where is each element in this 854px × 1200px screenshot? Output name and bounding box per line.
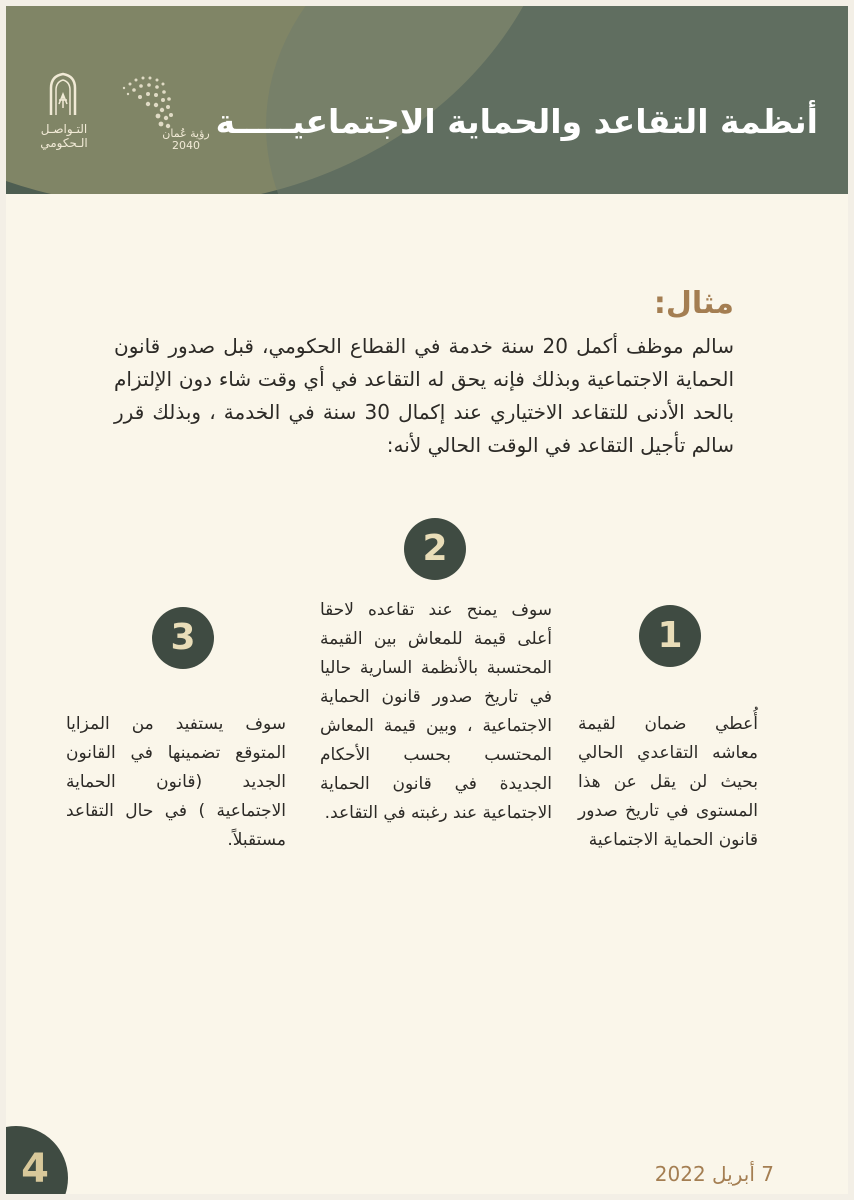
page-number: 4 [21,1146,49,1192]
example-heading: مثال: [653,286,734,321]
gov-logo-line-1: التـواصـل [40,122,88,136]
gov-logo-line-2: الـحكومي [40,136,88,150]
vision-logo-line-2: 2040 [172,139,200,152]
point-3-text: سوف يستفيد من المزايا المتوقع تضمينها في القانون الجديد (قانون الحماية الاجتماعية ) في حال التقاعد مستقبلاً. [66,714,286,850]
point-2-number-badge: 2 [404,518,466,580]
gov-communication-logo [34,72,94,156]
point-1-text: أُعطي ضمان لقيمة معاشه التقاعدي الحالي بحيث لن يقل عن هذا المستوى في تاريخ صدور قانون الحماية الاجتماعية [578,714,758,850]
vision-logo-line-1: رؤية عُمان [162,127,210,140]
point-2-text: سوف يمنح عند تقاعده لاحقا أعلى قيمة للمعاش بين القيمة المحتسبة بالأنظمة السارية حاليا في تاريخ صدور قانون الحماية الاجتماعية ، وبين قيمة المعاش المحتسب بحسب الأحكام الجديدة في قانون الحماية الاجتماعية عند رغبته في التقاعد. [320,600,552,823]
header-decor-arc-secondary [266,6,848,194]
publish-date: 7 أبريل 2022 [654,1162,774,1186]
oman-vision-logo [114,72,218,156]
arch-icon [48,72,78,116]
header-banner [6,6,848,194]
example-paragraph: سالم موظف أكمل 20 سنة خدمة في القطاع الحكومي، قبل صدور قانون الحماية الاجتماعية وبذلك فإنه يحق له التقاعد في أي وقت شاء دون الإلتزام بالحد الأدنى للتقاعد الاختياري عند إكمال 30 سنة في الخدمة ، وبذلك قرر سالم تأجيل التقاعد في الوقت الحالي لأنه: [114,334,735,457]
point-3-number-badge: 3 [152,607,214,669]
point-1-number-badge: 1 [639,605,701,667]
page [6,6,848,1194]
page-title: أنظمة التقاعد والحماية الاجتماعيـــــة [215,102,818,141]
